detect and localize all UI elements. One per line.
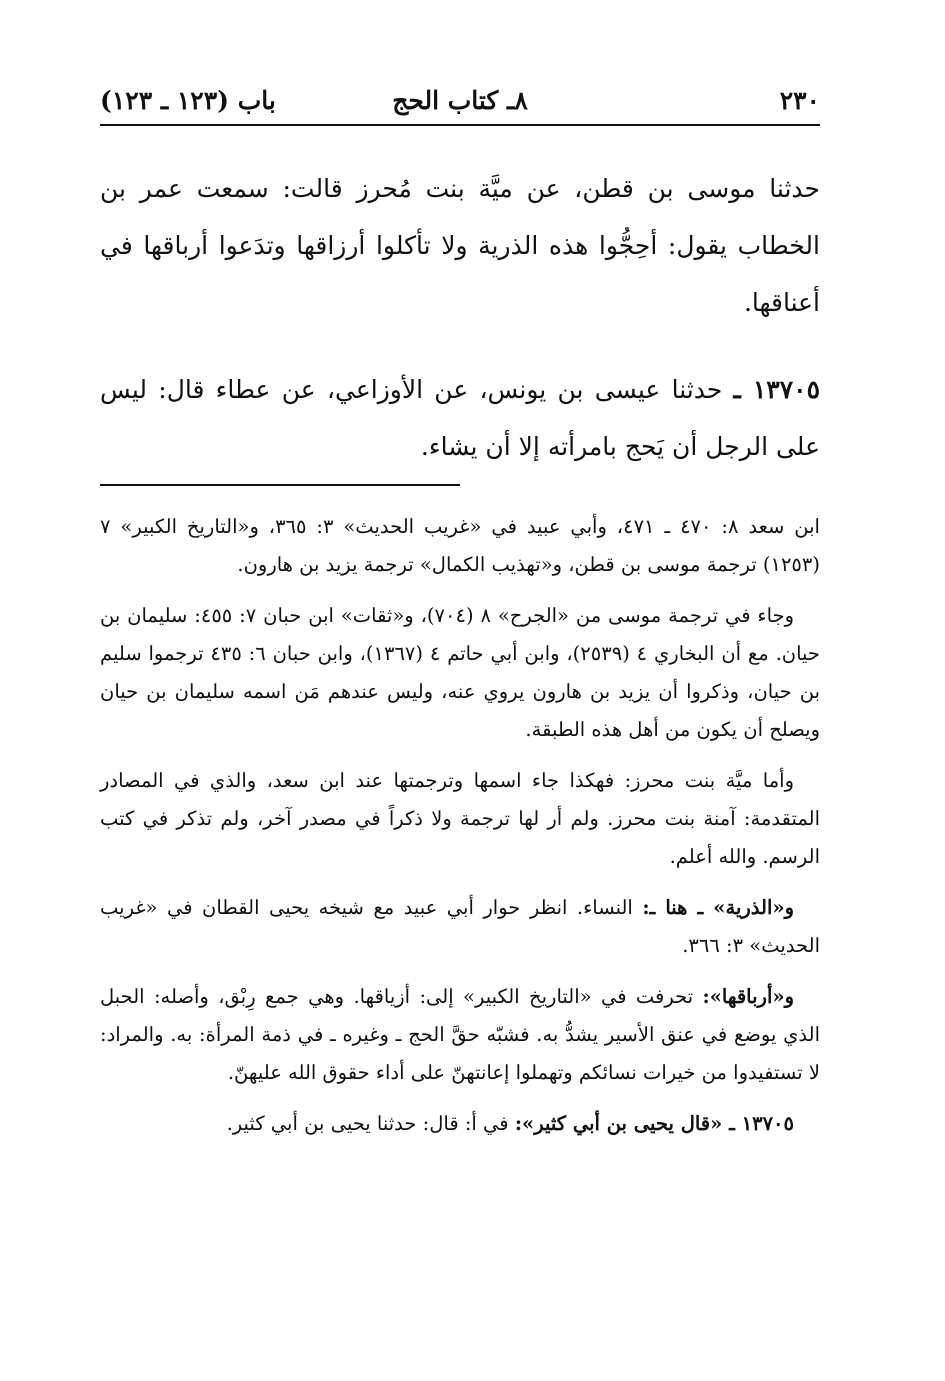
footnote-text: في أ: قال: حدثنا يحيى بن أبي كثير. [226,1112,509,1135]
hadith-text: حدثنا عيسى بن يونس، عن الأوزاعي، عن عطاء قال: ليس على الرجل أن يَحج بامرأته إلا أن يشاء. [100,375,820,461]
footnote-text: تحرفت في «التاريخ الكبير» إلى: أزياقها. وهي جمع رِبْق، وأصله: الحبل الذي يوضع في عنق الأسير يشدُّ به. فشبّه حقَّ الحج ـ وغيره ـ في ذمة المرأة: به. والمراد: لا تستفيدوا من خيرات نسائكم وتهملوا إعانتهنّ على أداء حقوق الله عليهنّ. [100,985,820,1084]
footnote-term: و«الذرية» ـ هنا ـ: [642,896,794,919]
footnote: وجاء في ترجمة موسى من «الجرح» ٨ (٧٠٤)، و«ثقات» ابن حبان ٧: ٤٥٥: سليمان بن حيان. مع أن البخاري ٤ (٢٥٣٩)، وابن أبي حاتم ٤ (١٣٦٧)، وابن حبان ٦: ٤٣٥ ترجموا سليم بن حيان، وذكروا أن يزيد بن هارون يروي عنه، وليس عندهم مَن اسمه سليمان بن حيان ويصلح أن يكون من أهل هذه الطبقة. [100,604,820,741]
main-text [100,160,820,475]
page-number: ٢٣٠ [779,86,820,115]
footnote [100,978,820,1092]
running-header [100,84,820,126]
footnote-term: ١٣٧٠٥ ـ «قال يحيى بن أبي كثير»: [514,1112,794,1135]
book-title: ٨ـ كتاب الحج [392,86,528,115]
footnote [100,1105,820,1143]
footnote [100,889,820,965]
footnote: ابن سعد ٨: ٤٧٠ ـ ٤٧١، وأبي عبيد في «غريب الحديث» ٣: ٣٦٥، و«التاريخ الكبير» ٧ (١٢٥٣) ترجمة موسى بن قطن، و«تهذيب الكمال» ترجمة يزيد بن هارون. [100,515,820,576]
footnote-term: و«أرباقها»: [702,985,794,1008]
main-paragraph: حدثنا موسى بن قطن، عن ميَّة بنت مُحرز قالت: سمعت عمر بن الخطاب يقول: أحِجُّوا هذه الذرية ولا تأكلوا أرزاقها وتدَعوا أرباقها في أعناقها. [100,174,820,317]
hadith-paragraph [100,361,820,475]
footnote: وأما ميَّة بنت محرز: فهكذا جاء اسمها وترجمتها عند ابن سعد، والذي في المصادر المتقدمة: آمنة بنت محرز. ولم أر لها ترجمة ولا ذكراً في مصدر آخر، ولم تذكر في كتب الرسم. والله أعلم. [100,769,820,868]
footnotes [100,508,820,1156]
footnote-text: النساء. انظر حوار أبي عبيد مع شيخه يحيى القطان في «غريب الحديث» ٣: ٣٦٦. [100,896,820,957]
hadith-number: ١٣٧٠٥ ـ [733,375,820,404]
chapter-range: باب (١٢٣ ـ ١٢٣) [100,86,276,115]
footnote-separator [100,484,460,486]
